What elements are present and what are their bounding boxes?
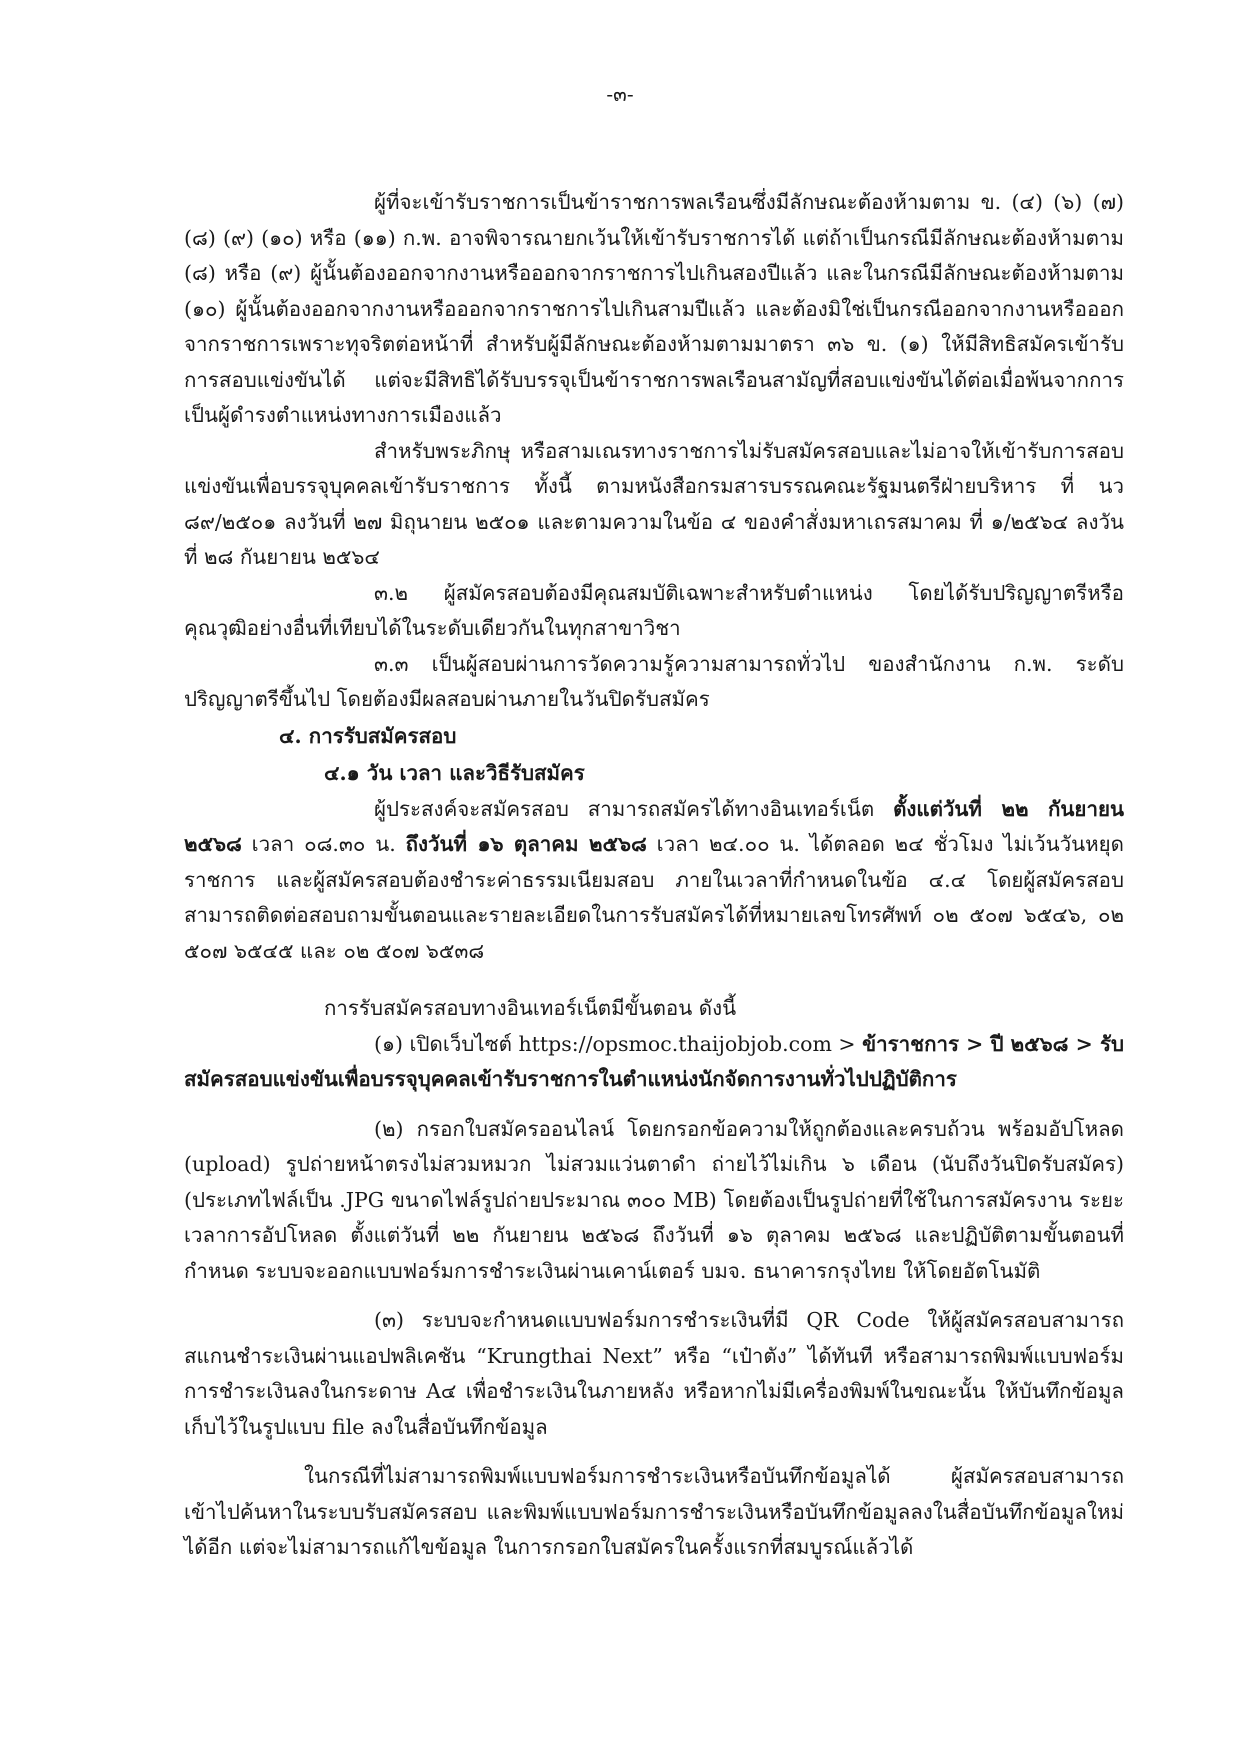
document-body [184, 185, 1124, 1566]
paragraph [184, 1303, 1124, 1445]
text-run: ผู้ประสงค์จะสมัครสอบ สามารถสมัครได้ทางอินเทอร์เน็ต [374, 796, 894, 821]
bold-text: ๔. การรับสมัครสอบ [279, 723, 457, 748]
text-run: การรับสมัครสอบทางอินเทอร์เน็ตมีขั้นตอน ดังนี้ [324, 996, 737, 1020]
text-run: (๑) เปิดเว็บไซต์ https://opsmoc.thaijobjob.com > [374, 1031, 863, 1056]
text-run: เวลา ๐๘.๓๐ น. [241, 832, 406, 856]
text-run: (๒) กรอกใบสมัครออนไลน์ โดยกรอกข้อความให้ถูกต้องและครบถ้วน พร้อมอัปโหลด (upload) รูปถ่ายหน้าตรงไม่สวมหมวก ไม่สวมแว่นตาดำ ถ่ายไว้ไม่เกิน ๖ เดือน (นับถึงวันปิดรับสมัคร) (ประเภทไฟล์เป็น .JPG ขนาดไฟล์รูปถ่ายประมาณ ๓๐๐ MB) โดยต้องเป็นรูปถ่ายที่ใช้ในการสมัครงาน ระยะเวลาการอัปโหลด ตั้งแต่วันที่ ๒๒ กันยายน ๒๕๖๘ ถึงวันที่ ๑๖ ตุลาคม ๒๕๖๘ และปฏิบัติตามขั้นตอนที่กำหนด ระบบจะออกแบบฟอร์มการชำระเงินผ่านเคาน์เตอร์ บมจ. ธนาคารกรุงไทย ให้โดยอัตโนมัติ [184, 1116, 1124, 1283]
paragraph [184, 576, 1124, 647]
text-run: (๓) ระบบจะกำหนดแบบฟอร์มการชำระเงินที่มี QR Code ให้ผู้สมัครสอบสามารถสแกนชำระเงินผ่านแอปพลิเคชัน “Krungthai Next” หรือ “เป๋าตัง” ได้ทันที หรือสามารถพิมพ์แบบฟอร์มการชำระเงินลงในกระดาษ A๔ เพื่อชำระเงินในภายหลัง หรือหากไม่มีเครื่องพิมพ์ในขณะนั้น ให้บันทึกข้อมูลเก็บไว้ในรูปแบบ file ลงในสื่อบันทึกข้อมูล [184, 1308, 1124, 1439]
paragraph [184, 434, 1124, 576]
paragraph [184, 647, 1124, 718]
paragraph [184, 1459, 1124, 1566]
bold-text: ตั้งแต่วันที่ ๒๒ กันยายน ๒๕๖๘ [184, 796, 1124, 856]
text-run: ๓.๒ ผู้สมัครสอบต้องมีคุณสมบัติเฉพาะสำหรับตำแหน่ง โดยได้รับปริญญาตรีหรือคุณวุฒิอย่างอื่นที่เทียบได้ในระดับเดียวกันในทุกสาขาวิชา [184, 580, 1124, 640]
section-heading [184, 718, 1124, 755]
text-run: สำหรับพระภิกษุ หรือสามเณรทางราชการไม่รับสมัครสอบและไม่อาจให้เข้ารับการสอบแข่งขันเพื่อบรรจุบุคคลเข้ารับราชการ ทั้งนี้ ตามหนังสือกรมสารบรรณคณะรัฐมนตรีฝ่ายบริหาร ที่ นว ๘๙/๒๕๐๑ ลงวันที่ ๒๗ มิถุนายน ๒๕๐๑ และตามความในข้อ ๔ ของคำสั่งมหาเถรสมาคม ที่ ๑/๒๕๖๔ ลงวันที่ ๒๘ กันยายน ๒๕๖๔ [184, 438, 1124, 569]
paragraph [184, 792, 1124, 970]
section-heading [184, 755, 1124, 792]
paragraph [184, 1027, 1124, 1098]
paragraph [184, 1112, 1124, 1290]
bold-text: ๔.๑ วัน เวลา และวิธีรับสมัคร [324, 760, 585, 785]
bold-text: ถึงวันที่ ๑๖ ตุลาคม ๒๕๖๘ [405, 832, 647, 856]
paragraph [184, 991, 1124, 1027]
bold-text: ข้าราชการ > ปี ๒๕๖๘ > รับสมัครสอบแข่งขันเพื่อบรรจุบุคคลเข้ารับราชการในตำแหน่งนักจัดการงานทั่วไปปฏิบัติการ [184, 1031, 1124, 1091]
text-run: ในกรณีที่ไม่สามารถพิมพ์แบบฟอร์มการชำระเงินหรือบันทึกข้อมูลได้ ผู้สมัครสอบสามารถเข้าไปค้นหาในระบบรับสมัครสอบ และพิมพ์แบบฟอร์มการชำระเงินหรือบันทึกข้อมูลลงในสื่อบันทึกข้อมูลใหม่ได้อีก แต่จะไม่สามารถแก้ไขข้อมูล ในการกรอกใบสมัครในครั้งแรกที่สมบูรณ์แล้วได้ [184, 1464, 1124, 1559]
page-number: -๓- [606, 82, 634, 106]
text-run: ๓.๓ เป็นผู้สอบผ่านการวัดความรู้ความสามารถทั่วไป ของสำนักงาน ก.พ. ระดับปริญญาตรีขึ้นไป โดยต้องมีผลสอบผ่านภายในวันปิดรับสมัคร [184, 651, 1124, 711]
text-run: ผู้ที่จะเข้ารับราชการเป็นข้าราชการพลเรือนซึ่งมีลักษณะต้องห้ามตาม ข. (๔) (๖) (๗) (๘) (๙) (๑๐) หรือ (๑๑) ก.พ. อาจพิจารณายกเว้นให้เข้ารับราชการได้ แต่ถ้าเป็นกรณีมีลักษณะต้องห้ามตาม (๘) หรือ (๙) ผู้นั้นต้องออกจากงานหรือออกจากราชการไปเกินสองปีแล้ว และในกรณีมีลักษณะต้องห้ามตาม (๑๐) ผู้นั้นต้องออกจากงานหรือออกจากราชการไปเกินสามปีแล้ว และต้องมิใช่เป็นกรณีออกจากงานหรือออกจากราชการเพราะทุจริตต่อหน้าที่ สำหรับผู้มีลักษณะต้องห้ามตามมาตรา ๓๖ ข. (๑) ให้มีสิทธิสมัครเข้ารับการสอบแข่งขันได้ แต่จะมีสิทธิได้รับบรรจุเป็นข้าราชการพลเรือนสามัญที่สอบแข่งขันได้ต่อเมื่อพ้นจากการเป็นผู้ดำรงตำแหน่งทางการเมืองแล้ว [184, 190, 1124, 427]
text-run: เวลา ๒๔.๐๐ น. ได้ตลอด ๒๔ ชั่วโมง ไม่เว้นวันหยุดราชการ และผู้สมัครสอบต้องชำระค่าธรรมเนียมสอบ ภายในเวลาที่กำหนดในข้อ ๔.๔ โดยผู้สมัครสอบสามารถติดต่อสอบถามขั้นตอนและรายละเอียดในการรับสมัครได้ที่หมายเลขโทรศัพท์ ๐๒ ๕๐๗ ๖๕๔๖, ๐๒ ๕๐๗ ๖๕๔๕ และ ๐๒ ๕๐๗ ๖๕๓๘ [184, 832, 1124, 963]
paragraph [184, 185, 1124, 434]
